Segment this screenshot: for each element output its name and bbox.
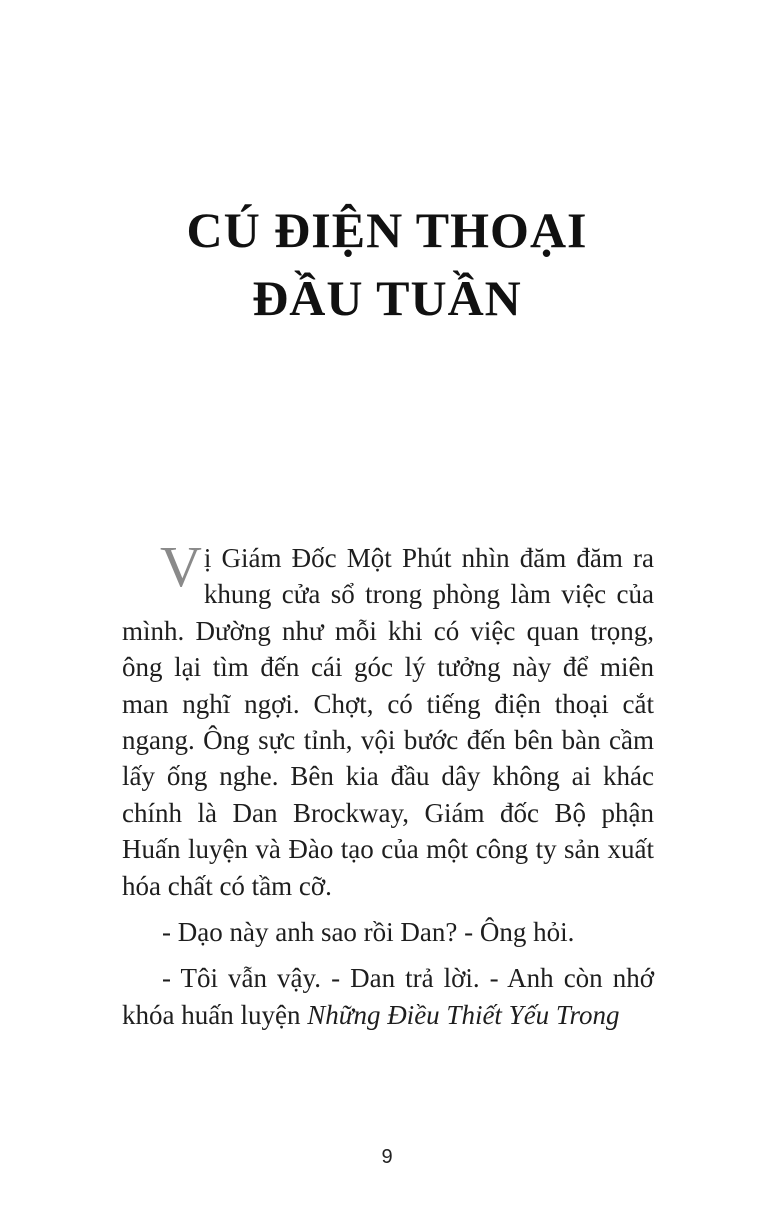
dialog-paragraph-1: - Dạo này anh sao rồi Dan? - Ông hỏi.: [162, 917, 575, 948]
course-title-italic: Những Điều Thiết Yếu Trong: [307, 999, 620, 1030]
drop-cap-letter: V: [160, 534, 202, 599]
page-number: 9: [381, 1146, 393, 1168]
chapter-body: [122, 534, 654, 1033]
dialog-paragraph-2-text: - Tôi vẫn vậy. - Dan trả lời. - Anh còn nhớ khóa huấn luyện: [122, 963, 654, 1030]
chapter-title-line-1: CÚ ĐIỆN THOẠI: [186, 201, 588, 258]
opening-paragraph: [122, 534, 654, 904]
dialog-paragraph-2: [122, 960, 654, 1033]
chapter-title-line-2: ĐẦU TUẦN: [252, 269, 522, 326]
chapter-title: [0, 196, 774, 332]
opening-paragraph-text: ị Giám Đốc Một Phút nhìn đăm đăm ra khung cửa sổ trong phòng làm việc của mình. Dường như mỗi khi có việc quan trọng, ông lại tìm đến cái góc lý tưởng này để miên man nghĩ ngợi. Chợt, có tiếng điện thoại cắt ngang. Ông sực tỉnh, vội bước đến bên bàn cầm lấy ống nghe. Bên kia đầu dây không ai khác chính là Dan Brockway, Giám đốc Bộ phận Huấn luyện và Đào tạo của một công ty sản xuất hóa chất có tầm cỡ.: [122, 543, 654, 901]
